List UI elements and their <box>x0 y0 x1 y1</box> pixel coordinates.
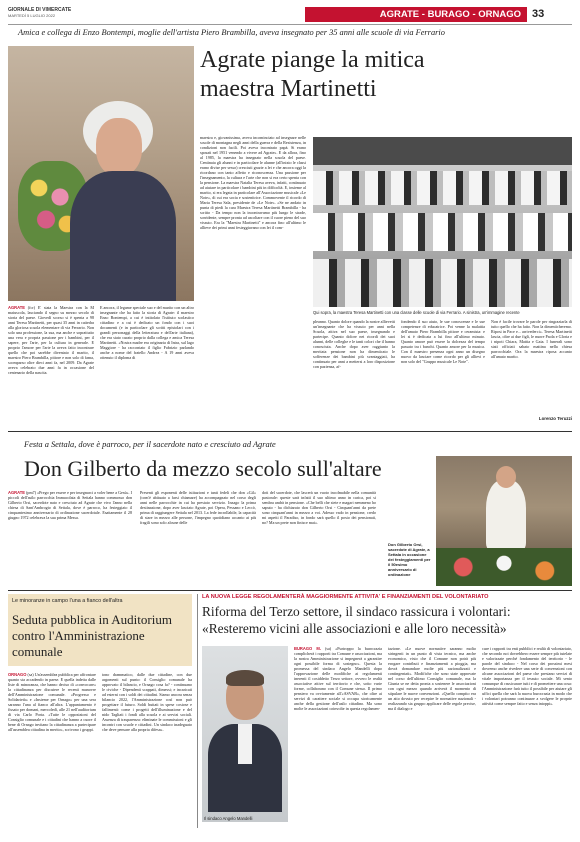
ceremony-photo <box>436 456 572 586</box>
sidebar-column-1 <box>8 672 96 822</box>
article-headline <box>200 46 572 104</box>
section-banner: AGRATE - BURAGO - ORNAGO <box>305 7 527 22</box>
students-row-2 <box>313 213 572 251</box>
priest-figure <box>486 480 526 550</box>
article-kicker: Festa a Settala, dove è parroco, per il sacerdote nato e cresciuto ad Agrate <box>24 440 276 449</box>
article-column-3: doti del sacerdote, che lascerà un vuoto incolmabile nella comunità pastorale: queste sarà infatti il suo ultimo anno in carica, poi si sembra andrà in pensione. «Che belli che siete e magari nemmeno ho saputo - ha dichiarato don Gilberto Orsi - Cinquant'anni da prete sono cinquant'anni in mezzo a voi. Adesso vado in pensione, credo mi aspetti il Paradiso, in fondo sarà quello il posto dei pensionati, no? Ma un prete non finisce mai». <box>262 490 376 525</box>
article-don-gilberto <box>0 432 580 590</box>
sidebar-kicker: Le minoranze in campo l'una a fianco dell'altra <box>12 598 123 604</box>
woman-dress <box>70 171 176 301</box>
article-kicker: Amica e collega di Enzo Bontempi, moglie dell'artista Piero Brambilla, aveva insegnato per 35 anni alle scuole di via Ferrario <box>18 28 445 37</box>
article-column-1 <box>8 305 94 423</box>
article-column-3: cure i rapporti tra enti pubblici e realtà di volontariato, che secondo noi dovrebbero essere sempre più tutelate e valorizzate perché fondamento del territorio - le parole del sindaco - Nel corso dei prossimi mesi dovremo anche rivedere una serie di convenzioni con alcune associazioni del paese che prestano servizi di vitale importanza per il tessuto sociale. Mi sento comunque di rassicurare tutti e di promettere una cosa: l'Amministrazione farà tutto il possibile per aiutare gli uffici quella che sarà la nuova burocrazia in modo che i volontari potranno continuare a svolgere le proprie attività come sempre fatto e senza intoppi». <box>482 646 572 706</box>
photo-caption: Il sindaco Angelo Mandelli <box>204 816 253 821</box>
headline-line-2: contro l'Amministrazione comunale <box>12 628 145 659</box>
column-text: (sa) «Purtroppo la burocrazia complicherà i rapporti tra Comune e associazioni, ma la nostra Amministrazione si impegnerà a garantire ogni possibile forma di sostegno». Questa la promessa del sindaco Angelo Mandelli dopo l'approvazione delle modifiche ai regolamenti inerenti il cosiddetto Terzo settore, ovvero le realtà associative attive sul territorio e che, sotto varie forme, collaborano con il Comune stesso. Il primo pensiero va ovviamente all'«ASVAB», che oltre ai servizi di carattere sociale si occupa storicamente anche della gestione dell'asilo cittadino. Ma sono molte le associazioni coinvolte in questa regolamen- <box>294 646 382 711</box>
sidebar-column-2: tono drammatico, dalle due cittadine, con due argomenti sul punto: il Consiglio comunale ha approvato il bilancio, e Ornago cosa fa? - continuano le civiche - Dipendenti scappati, dimessi; e incaricati ad esterni con i soldi dei cittadini. Siamo ancora senza bilancio 2022, l'Amministrazione così non può progettare il futuro. Soldi buttati in spese costose e fallimenti: come i progetti dell'illuminazione e del nido Tagliati i fondi alla scuola e ai servizi sociali. Assenza di trasparenza: eliminate le commissioni e gli incontri con scuole e cittadini. Un sindaco inadeguato che deve pensare alla propria difesa». <box>102 672 192 732</box>
article-column-2: E ancora, il legame speciale suo e del marito con un altro insegnante che ha fatto la storia di Agrate: il maestro Enzo Bontempi, a cui è intitolato l'istituto scolastico cittadino e a cui è dedicato un fondo con i suoi documenti (e in particolare gli scritti epistolari con i grandi personaggi della letteratura e dell'arte italiana), che era stato curato proprio dalla collega e amica Teresa Martinetti. «Nostra madre era originaria di Intra, sul lago Maggiore - ha raccontato il figlio Fabrizio parlando anche a nome del fratello Andrea - A 19 anni aveva ottenuto il diploma di <box>100 305 194 360</box>
column-text: (fcr) E' stata la Maestra con la M maiuscola, lasciando il segno su mezzo secolo di storia del paese. Giovedì scorso si è spenta a 98 anni Teresa Martinetti, per quasi 35 anni in cattedra alla gloriosa scuola elementare di via Ferrario. Non solo una professione, la sua, ma anche e soprattutto una vera e propria passione per i bambini, per il sapere, per l'arte, per la cultura in generale. E proprio l'amore per l'arte la aveva fatto incontrare quello che poi sarebbe diventato il marito, il maestro Piero Brambilla, pittore e non solo di fama, scomparso oltre dieci anni fa, nel 2009. Da Agrate aveva celebrato due anni fa in occasione del centenario della nascita. <box>8 305 94 375</box>
sidebar-ornago <box>8 594 192 828</box>
dateline: ORNAGO <box>8 672 27 677</box>
column-divider <box>197 594 198 828</box>
class-photo <box>313 137 572 307</box>
article-kicker: LA NUOVA LEGGE REGOLAMENTERÀ MAGGIORMENTE ATTIVITA' E FINANZIAMENTI DEL VOLONTARIATO <box>202 594 489 600</box>
headline-line-2: «Resteremo vicini alle associazioni e alle loro necessità» <box>202 621 507 636</box>
headline-line-1: Seduta pubblica in Auditorium <box>12 612 172 627</box>
mayor-hair <box>226 670 264 686</box>
woman-face <box>96 118 142 176</box>
dateline: AGRATE <box>8 305 25 310</box>
photo-caption: Don Gilberto Orsi, sacerdote di Agrate, a Settala in occasione dei festeggiamenti per il 50esimo anniversario di ordinazione <box>388 542 431 577</box>
dateline: AGRATE <box>8 490 25 495</box>
article-headline <box>202 603 572 637</box>
priest-head <box>496 466 516 488</box>
article-column-1 <box>8 490 132 588</box>
issue-date: MARTEDÌ 5 LUGLIO 2022 <box>8 13 56 18</box>
article-column-6: Non è facile trovare le parole per ringraziarla di tutto quello che ha fatto. Non la dimenticheremo. Riposi in Pace e... arrivederci». Teresa Martinetti lascia, oltre ai due figli, le nuore Paola e Gloria e i nipoti Chiara, Mattia e Gaia. I funerali sono stati officiati sabato mattina nella chiesa parrocchiale. Ora la maestra riposa accanto all'amato marito. <box>491 319 572 359</box>
article-column-2: tazione. «Le nuove normative saranno molto stringenti in un punto di vista tecnico, ma anche economico, visto che il Comune non potrà più erogare contributi e finanziamenti a pioggia, ma dovrà domandare molte più razionalizzati e contingentati». Modifiche che sono state approvate nel corso dell'ultimo Consiglio comunale, ma la Giunta se ne detta pronta a sostenere le associazioni con ogni mezzo quando arriverà il momento di stipulare le nuove convenzioni. «Quello compito era un atto dovuto per recepire le normative nazionali - realizzando sia gruppo applicare delle regole precise, ma il dialogo e <box>388 646 476 711</box>
article-column-2: Presenti gli esponenti delle istituzioni e tanti fedeli che don «Gil» (com'è abituato a farsi chiamare) ha accompagnato nel corso degli anni nelle parrocchie in cui ha prestato servizio. Inzago la prima destinazione, dopo aver lasciato Agrate, poi Opera, Pessano e Leccò, prima di raggiungere Settala nel 2013. La fede incrollabile, la capacità di stare in mezzo alle persone, l'impegno quotidiano accanto ai più fragili sono solo alcune delle <box>140 490 256 525</box>
headline-line-1: Agrate piange la mitica <box>200 47 425 73</box>
sidebar-headline <box>12 612 190 660</box>
blackboard <box>313 137 572 165</box>
students-row-3 <box>313 259 572 307</box>
article-divider-2 <box>8 590 572 591</box>
students-row-1 <box>313 171 572 205</box>
article-terzo-settore <box>202 594 572 828</box>
article-column-3: maestra e, giovanissima, aveva incominciato ad insegnare nelle scuole di montagna negli anni della guerra e della Resistenza, in condizioni non facili. Poi aveva incontrato papà. Si erano sposati nel 1951 venendo a vivere ad Agrate». E da allora, fino al 1985, la maestra ha insegnato nella scuola del paese. Centinaia gli alunni e in particolare le alunne (all'inizio le classi erano divise per sesso) cresciuti grazie a lei e che ancora oggi la ricordano con tanto affetto e riconoscenza. Una passione per l'insegnamento, la cultura e l'arte che non si era certo spenta con la pensione. La maestra Natalia Teresa aveva, infatti, continuato ad aiutare in particolare i bambini più in difficoltà. E, insieme al marito, si era legata in particolare all'Associazione musicale «Le Note», di cui era socia e sostenitrice. Commovente il ricordo di Maria Teresa Sala, presidente de «Le Note». «Se ne andato in punta di piedi la cara Maestra Teresa Martinetti Brambilla - ha scritto - Da tempo non la incontravamo più lungo le strade, sorridente, sempre pronta ad ascoltare con il cuore pieno del suo vissuto. Era la "Maestra Martinetti" e ancora fino all'ultimo le allieve dei primi anni festeggiavano con lei il com- <box>200 135 306 230</box>
mayor-photo <box>202 646 288 822</box>
dateline: BURAGO M. <box>294 646 321 651</box>
column-text: (pm7) «Prego per essere e per insegnarci a voler bene a Gesù». I piccoli dell'asilo parrocchia Immacolata di Settala hanno commosso don Gilberto Orsi, sacerdote nato e cresciuto ad Agrate che vivo l'anno nella chiesa di Sant'Ambrogio di Settala, dove è parroco, ha festeggiato il cinquantesimo anniversario di ordinazione sacerdotale. Esattamente il 28 giugno 1972 celebrava la sua prima Messa. <box>8 490 132 520</box>
masthead: GIORNALE DI VIMERCATE <box>8 7 72 13</box>
column-text: (sa) Un'assemblea pubblica per affrontare quanto sta accadendo in paese. E quella indetta dalle liste di minoranza, che hanno deciso di «convocare» la cittadinanza per discutere le recenti manovre dell'Amministrazione comunale. «Progresso e Solidarietà» e «Insieme per Ornago» per una sera saranno l'una al fianco all'altra. L'appuntamento è fissato per domani, mercoledì, alle 21 nell'auditorium di via Carlo Porta. «Tutte le opposizioni del Consiglio comunale e i cittadini che hanno a cuore il bene di Ornago invitano la cittadinanza a partecipare all'assemblea cittadina in merito», scrivono i gruppi. <box>8 672 96 732</box>
page-number: 33 <box>532 8 545 20</box>
portrait-photo <box>8 46 194 301</box>
photo-caption: Qui sopra, la maestra Teresa Martinetti con una classe delle scuole di via Ferrario. A sinistra, un'immagine recente <box>313 310 520 315</box>
mayor-shirt <box>238 724 252 764</box>
author-signature: Lorenzo Teruzzi <box>538 416 572 421</box>
altar-flowers <box>436 548 572 586</box>
article-headline: Don Gilberto da mezzo secolo sull'altare <box>24 456 382 481</box>
article-column-5: fondendo il suo aiuto, le sue conoscenze e le sue competenze di educatrice. Poi venne la malattia dell'amato Piero Brambilla pittore e ceramista: e lei si è dedicata a lui fino all'ultimo minuto. Quanto amore può essere la dolcezza del tempo passato tra i banchi. Quanto amore per la musica. Con il maestro presenza ogni anno un disegno nuovo da lasciare come ricordo per gli allievi e non solo del "Gruppo musicale Le Note". <box>401 319 485 364</box>
article-column-1 <box>294 646 382 822</box>
headline-line-1: Riforma del Terzo settore, il sindaco rassicura i volontari: <box>202 604 511 619</box>
article-column-4: pleanno. Quanto dolore quando la nostre allievetti un'insegnante che ha vissuto per anni nella Scuola, attiva nel suo paese, insegnando e partecipe. Quanto dolore nei ricordi dei suoi alunni, delle colleghe e le tanti colori che il hanno conosciuta. Anche dopo aver raggiunto la meritata pensione non ha dimenticato le sofferenze dei bambini più svantaggiati, ha continuato per anni a mettersi a loro disposizione con pazienza, af- <box>313 319 395 369</box>
headline-line-2: maestra Martinetti <box>200 76 377 102</box>
